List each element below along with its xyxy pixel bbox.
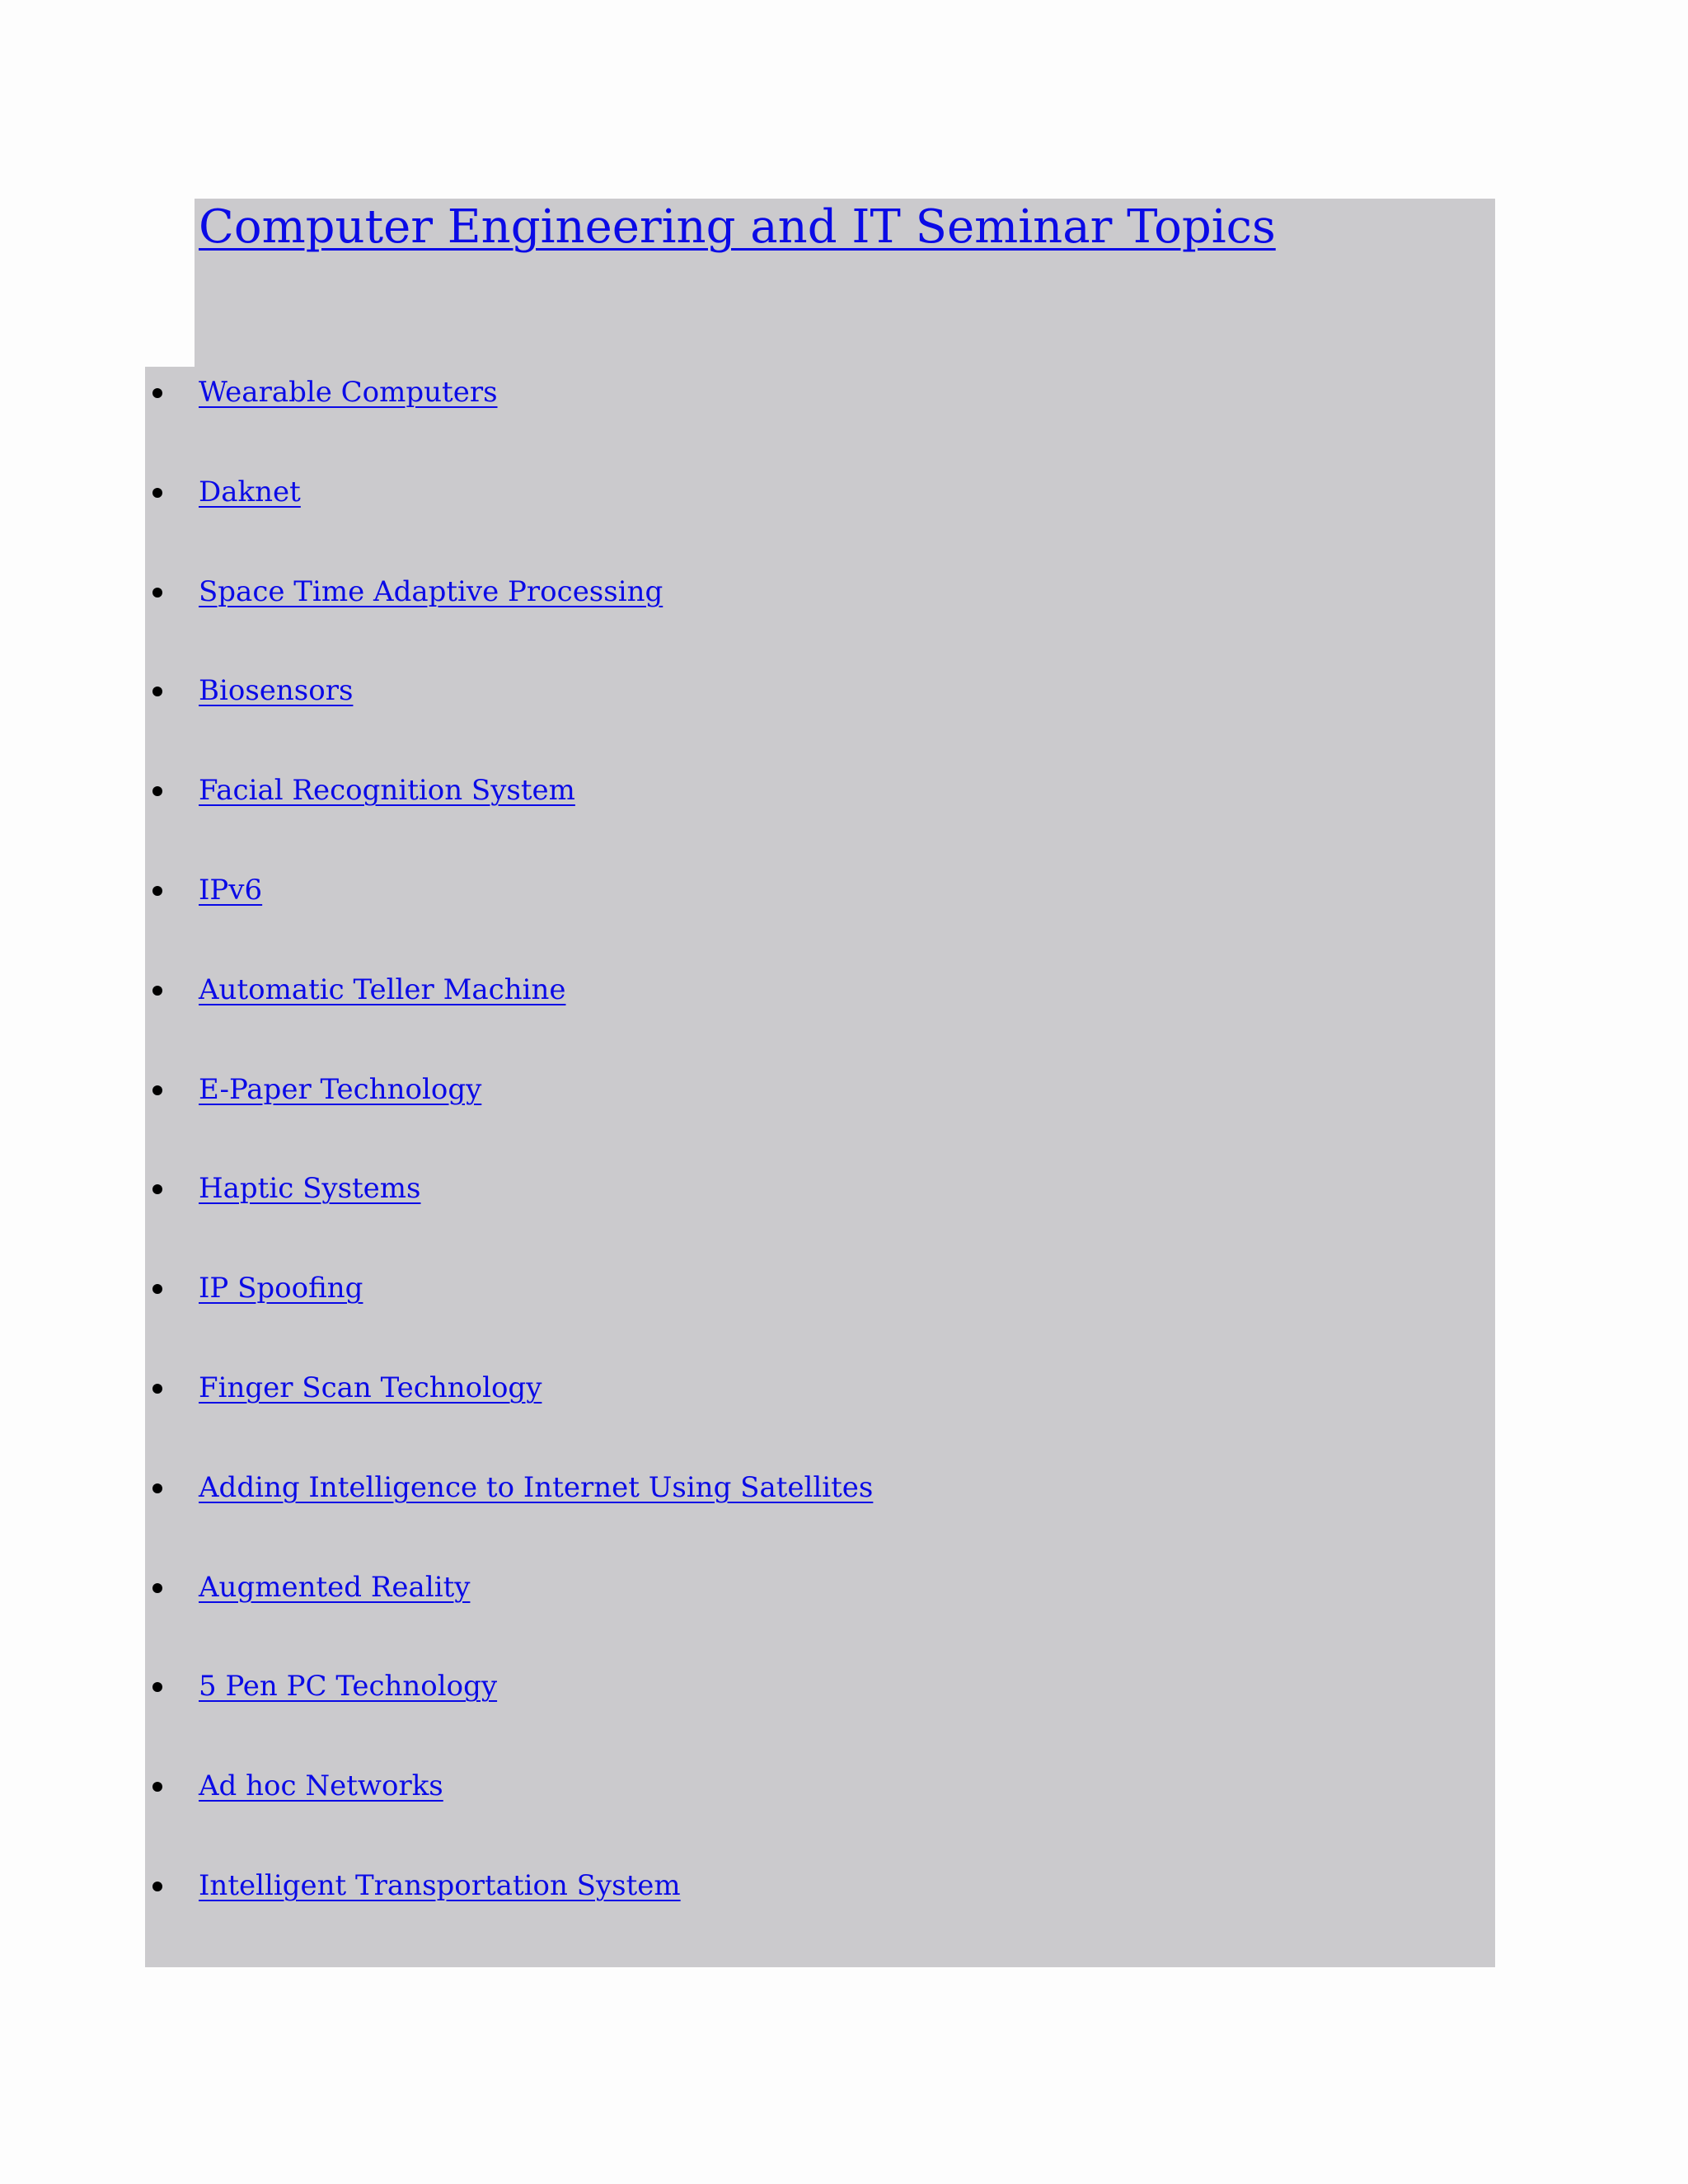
topic-link[interactable]: IPv6: [199, 874, 263, 907]
topic-list-highlight-block: [145, 367, 1495, 1967]
bullet-icon: [152, 786, 162, 796]
bullet-icon: [152, 488, 162, 498]
topic-link[interactable]: Haptic Systems: [199, 1172, 421, 1206]
bullet-icon: [152, 388, 162, 398]
bullet-icon: [152, 1483, 162, 1493]
list-item: [145, 1863, 1495, 1909]
list-item: [145, 1365, 1495, 1411]
page-title-link[interactable]: Computer Engineering and IT Seminar Topics: [199, 200, 1276, 254]
topic-link[interactable]: Biosensors: [199, 674, 354, 708]
topic-link[interactable]: Ad hoc Networks: [199, 1769, 443, 1803]
list-item: [145, 668, 1495, 714]
topic-link[interactable]: Augmented Reality: [199, 1570, 471, 1604]
list-item: [145, 867, 1495, 913]
list-item: [145, 1465, 1495, 1511]
bullet-icon: [152, 1583, 162, 1593]
bullet-icon: [152, 1682, 162, 1692]
bullet-icon: [152, 588, 162, 598]
title-highlight-block: [195, 199, 1495, 372]
topic-link[interactable]: Intelligent Transportation System: [199, 1869, 681, 1902]
topic-link[interactable]: Daknet: [199, 475, 301, 509]
list-item: [145, 469, 1495, 515]
topic-link[interactable]: IP Spoofing: [199, 1272, 363, 1305]
list-item: [145, 1265, 1495, 1311]
list-item: [145, 767, 1495, 813]
bullet-icon: [152, 1882, 162, 1891]
bullet-icon: [152, 986, 162, 996]
bullet-icon: [152, 1384, 162, 1394]
topic-link[interactable]: 5 Pen PC Technology: [199, 1670, 498, 1704]
list-item: [145, 1564, 1495, 1610]
bullet-icon: [152, 1782, 162, 1792]
list-item: [145, 1165, 1495, 1212]
topic-link[interactable]: Facial Recognition System: [199, 774, 575, 808]
bullet-icon: [152, 1184, 162, 1194]
topic-link[interactable]: Adding Intelligence to Internet Using Satellites: [199, 1470, 874, 1504]
topic-link[interactable]: Space Time Adaptive Processing: [199, 574, 663, 608]
list-item: [145, 369, 1495, 415]
list-item: [145, 1066, 1495, 1113]
list-item: [145, 569, 1495, 615]
topic-link[interactable]: Finger Scan Technology: [199, 1371, 542, 1404]
bullet-icon: [152, 886, 162, 896]
list-item: [145, 1663, 1495, 1709]
bullet-icon: [152, 687, 162, 696]
bullet-icon: [152, 1284, 162, 1294]
bullet-icon: [152, 1085, 162, 1095]
list-item: [145, 1763, 1495, 1809]
topic-link[interactable]: Automatic Teller Machine: [199, 972, 566, 1006]
topic-link[interactable]: E-Paper Technology: [199, 1072, 482, 1106]
topic-link[interactable]: Wearable Computers: [199, 376, 498, 409]
list-item: [145, 967, 1495, 1013]
